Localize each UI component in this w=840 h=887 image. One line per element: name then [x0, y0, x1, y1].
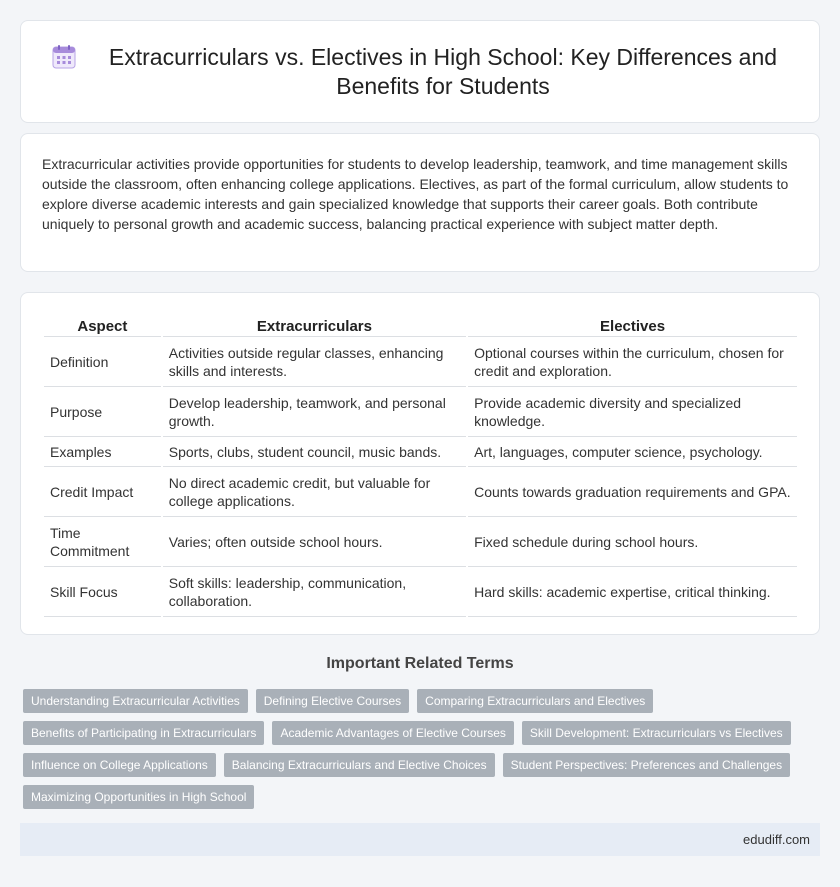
row-electives: Fixed schedule during school hours. — [468, 517, 797, 567]
row-electives: Art, languages, computer science, psychology. — [468, 437, 797, 467]
header-extracurriculars: Extracurriculars — [163, 314, 466, 337]
row-electives: Optional courses within the curriculum, chosen for credit and exploration. — [468, 337, 797, 387]
row-aspect: Skill Focus — [44, 567, 161, 617]
table-row — [44, 517, 797, 567]
row-extracurriculars: Develop leadership, teamwork, and personal growth. — [163, 387, 466, 437]
row-extracurriculars: Activities outside regular classes, enhancing skills and interests. — [163, 337, 466, 387]
related-term-tag[interactable]: Maximizing Opportunities in High School — [23, 785, 254, 809]
related-term-tag[interactable]: Student Perspectives: Preferences and Challenges — [503, 753, 791, 777]
header-card — [20, 20, 820, 123]
table-row — [44, 437, 797, 467]
table-row — [44, 467, 797, 517]
related-term-tag[interactable]: Influence on College Applications — [23, 753, 216, 777]
related-term-tag[interactable]: Academic Advantages of Elective Courses — [272, 721, 513, 745]
calendar-icon — [51, 44, 77, 70]
table-row — [44, 567, 797, 617]
related-term-tag[interactable]: Skill Development: Extracurriculars vs Electives — [522, 721, 791, 745]
row-electives: Hard skills: academic expertise, critical thinking. — [468, 567, 797, 617]
row-aspect: Examples — [44, 437, 161, 467]
row-aspect: Credit Impact — [44, 467, 161, 517]
header-electives: Electives — [468, 314, 797, 337]
intro-card — [20, 133, 820, 272]
header-aspect: Aspect — [44, 314, 161, 337]
related-term-tag[interactable]: Balancing Extracurriculars and Elective Choices — [224, 753, 495, 777]
footer — [20, 823, 820, 856]
related-term-tag[interactable]: Defining Elective Courses — [256, 689, 409, 713]
comparison-card — [20, 292, 820, 635]
row-extracurriculars: Varies; often outside school hours. — [163, 517, 466, 567]
related-term-tag[interactable]: Understanding Extracurricular Activities — [23, 689, 248, 713]
row-electives: Provide academic diversity and specialized knowledge. — [468, 387, 797, 437]
related-term-tag[interactable]: Comparing Extracurriculars and Electives — [417, 689, 653, 713]
related-term-tag[interactable]: Benefits of Participating in Extracurriculars — [23, 721, 264, 745]
comparison-table — [42, 314, 799, 617]
related-terms-title: Important Related Terms — [326, 655, 514, 672]
table-row — [44, 337, 797, 387]
row-aspect: Purpose — [44, 387, 161, 437]
intro-paragraph: Extracurricular activities provide opportunities for students to develop leadership, teamwork, and time management skills outside the classroom, often enhancing college applications. Electives, as part of the formal curriculum, allow students to explore diverse academic interests and gain specialized knowledge that supports their career goals. Both contribute uniquely to personal growth and academic success, balancing practical experience with subject matter depth. — [42, 156, 789, 232]
row-extracurriculars: Sports, clubs, student council, music bands. — [163, 437, 466, 467]
row-extracurriculars: Soft skills: leadership, communication, collaboration. — [163, 567, 466, 617]
page-title: Extracurriculars vs. Electives in High School: Key Differences and Benefits for Students — [108, 43, 778, 99]
row-extracurriculars: No direct academic credit, but valuable for college applications. — [163, 467, 466, 517]
row-aspect: Time Commitment — [44, 517, 161, 567]
row-aspect: Definition — [44, 337, 161, 387]
footer-site-link[interactable]: edudiff.com — [743, 832, 810, 847]
table-header-row — [44, 314, 797, 337]
related-terms-list — [23, 689, 813, 809]
table-row — [44, 387, 797, 437]
row-electives: Counts towards graduation requirements and GPA. — [468, 467, 797, 517]
